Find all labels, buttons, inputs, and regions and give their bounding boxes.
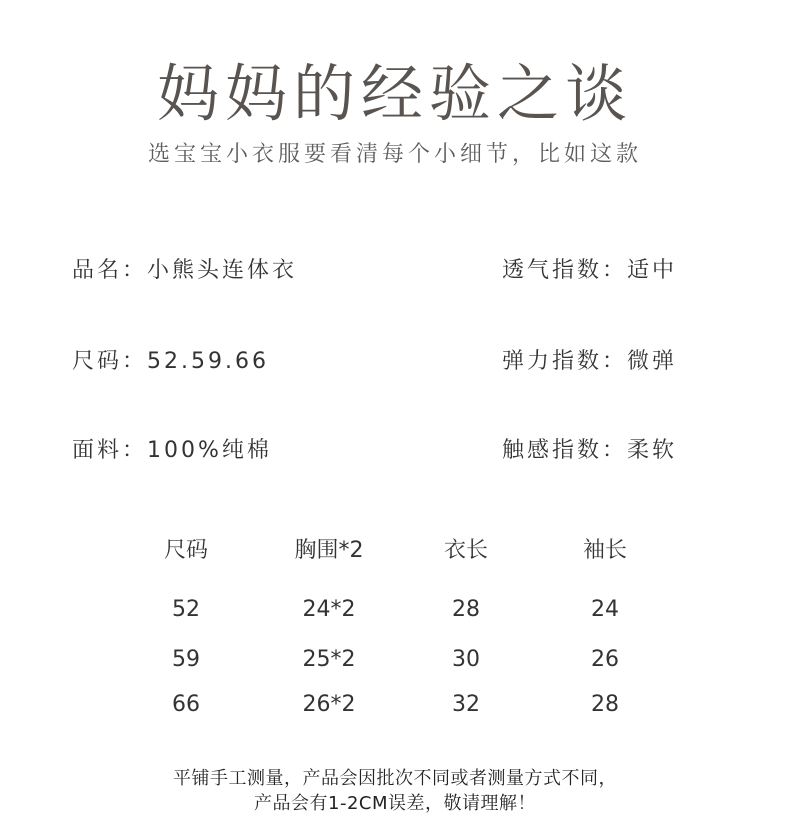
spec-label: 触感指数： bbox=[502, 438, 628, 463]
table-header-cell: 袖长 bbox=[582, 538, 627, 563]
table-header-cell: 衣长 bbox=[443, 538, 488, 563]
measurement-note-line: 产品会有1-2CM误差，敬请理解！ bbox=[254, 793, 536, 814]
spec-elasticity bbox=[502, 347, 677, 377]
table-cell: 32 bbox=[452, 692, 480, 717]
table-cell: 26*2 bbox=[302, 692, 356, 717]
spec-breathability bbox=[502, 256, 677, 286]
table-cell: 59 bbox=[172, 647, 200, 672]
spec-value: 小熊头连体衣 bbox=[147, 258, 298, 283]
spec-fabric bbox=[72, 436, 272, 466]
spec-touch bbox=[502, 436, 677, 466]
table-cell: 66 bbox=[172, 692, 200, 717]
table-cell: 52 bbox=[172, 597, 200, 622]
spec-value: 适中 bbox=[627, 258, 678, 283]
spec-value: 柔软 bbox=[627, 438, 678, 463]
table-cell: 24*2 bbox=[302, 597, 356, 622]
spec-size bbox=[72, 347, 269, 377]
measurement-note-line: 平铺手工测量，产品会因批次不同或者测量方式不同， bbox=[173, 768, 617, 789]
table-header-cell: 尺码 bbox=[163, 538, 208, 563]
table-cell: 24 bbox=[591, 597, 619, 622]
spec-value: 52.59.66 bbox=[147, 349, 269, 374]
table-cell: 30 bbox=[452, 647, 480, 672]
table-cell: 25*2 bbox=[302, 647, 356, 672]
page-title: 妈妈的经验之谈 bbox=[156, 57, 633, 130]
page-subtitle: 选宝宝小衣服要看清每个小细节，比如这款 bbox=[147, 142, 642, 167]
table-header-cell: 胸围*2 bbox=[294, 538, 364, 563]
table-cell: 28 bbox=[591, 692, 619, 717]
spec-label: 透气指数： bbox=[502, 258, 628, 283]
spec-value: 微弹 bbox=[627, 349, 678, 374]
table-cell: 26 bbox=[591, 647, 619, 672]
spec-label: 尺码： bbox=[72, 349, 148, 374]
spec-label: 弹力指数： bbox=[502, 349, 628, 374]
spec-label: 品名： bbox=[72, 258, 148, 283]
spec-product-name bbox=[72, 256, 297, 286]
spec-value: 100%纯棉 bbox=[147, 438, 272, 463]
spec-label: 面料： bbox=[72, 438, 148, 463]
table-cell: 28 bbox=[452, 597, 480, 622]
